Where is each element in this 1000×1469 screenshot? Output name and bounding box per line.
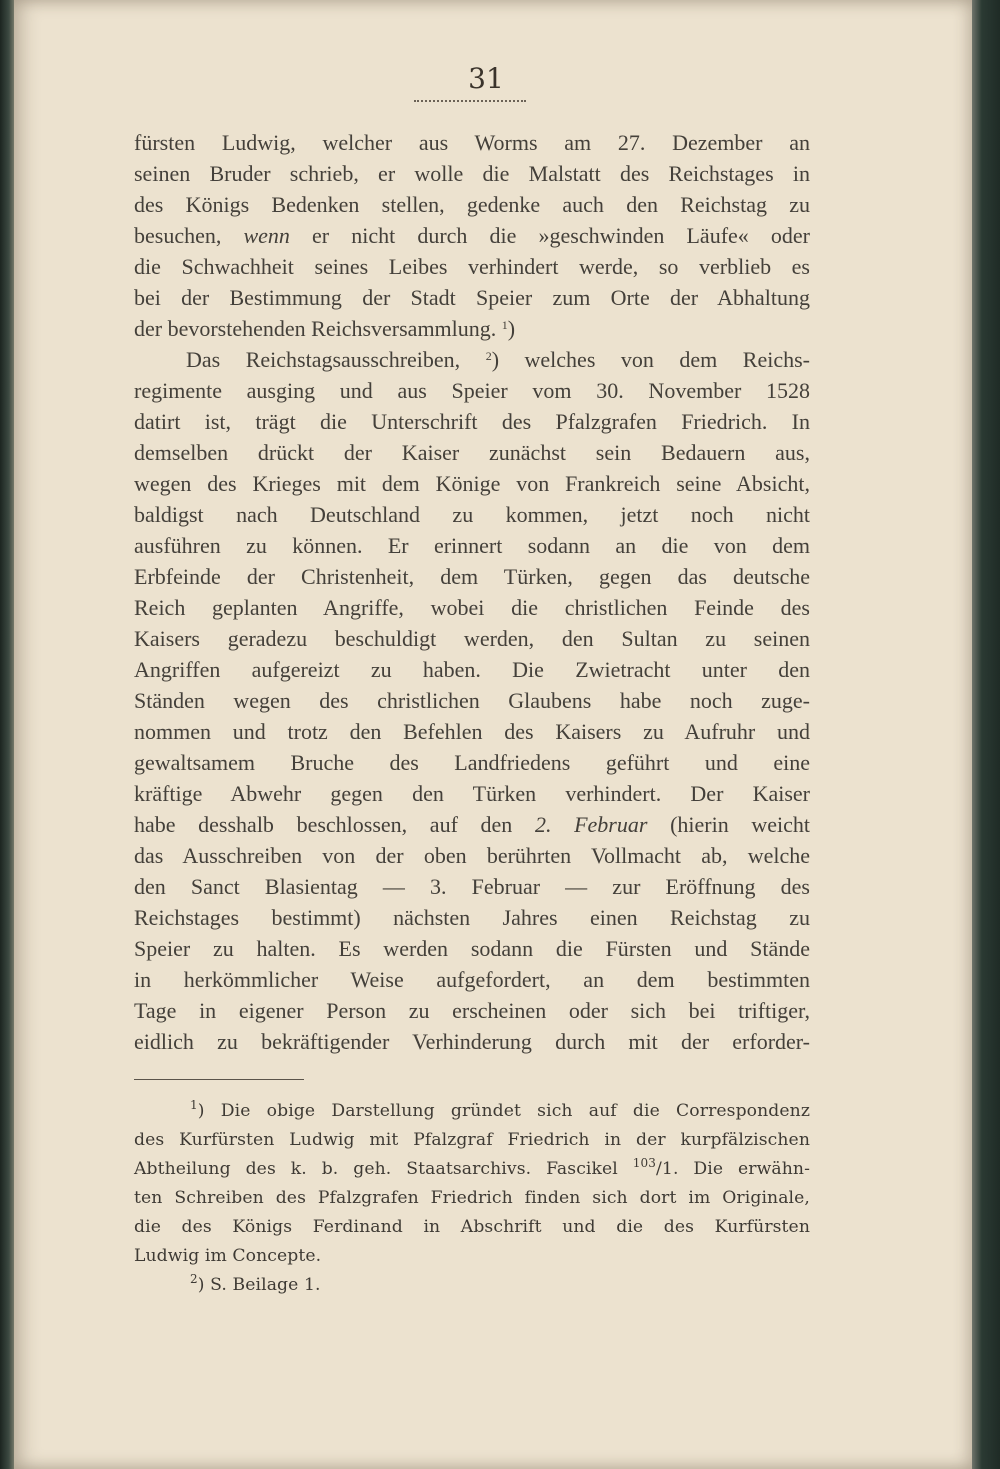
body-line: fürsten Ludwig, welcher aus Worms am 27. Dezember an — [134, 130, 810, 155]
footnote-divider — [134, 1079, 304, 1080]
body-line: gewaltsamem Bruche des Landfriedens geführt und eine — [134, 750, 810, 775]
body-line: kräftige Abwehr gegen den Türken verhindert. Der Kaiser — [134, 781, 810, 806]
italic-date: 2. Februar — [534, 812, 648, 837]
footnote-ref-2: 2 — [485, 349, 492, 363]
body-line: das Ausschreiben von der oben berührten Vollmacht ab, welche — [134, 843, 810, 868]
footnote-line: die des Königs Ferdinand in Abschrift und die des Kurfürsten — [134, 1217, 810, 1237]
body-text — [134, 127, 810, 1057]
body-line: in herkömmlicher Weise aufgefordert, an dem bestimmten — [134, 967, 810, 992]
footnote-line: $^2$) S. Beilage 1. — [190, 1272, 321, 1295]
footnote-line: des Kurfürsten Ludwig mit Pfalzgraf Friedrich in der kurpfälzischen — [134, 1130, 810, 1150]
body-line: Kaisers geradezu beschuldigt werden, den Sultan zu seinen — [134, 626, 810, 651]
body-line: Das Reichstagsausschreiben, $^2$) welches von dem Reichs- — [186, 347, 811, 372]
page-number-ornament — [414, 100, 526, 102]
book-cover-edge — [972, 0, 1000, 1469]
body-line: bei der Bestimmung der Stadt Speier zum Orte der Abhaltung — [134, 285, 810, 310]
body-line: datirt ist, trägt die Unterschrift des Pfalzgrafen Friedrich. In — [134, 409, 810, 434]
book-page — [14, 0, 972, 1469]
body-line: Speier zu halten. Es werden sodann die Fürsten und Stände — [134, 936, 810, 961]
fascikel-superscript: 103 — [632, 1156, 657, 1170]
body-line: die Schwachheit seines Leibes verhindert werde, so verblieb es — [134, 254, 810, 279]
body-line: Angriffen aufgereizt zu haben. Die Zwietracht unter den — [134, 657, 810, 682]
body-line: ausführen zu können. Er erinnert sodann an die von dem — [134, 533, 810, 558]
body-line: Reichstages bestimmt) nächsten Jahres einen Reichstag zu — [134, 905, 810, 930]
body-line: eidlich zu bekräftigender Verhinderung durch mit der erforder- — [134, 1029, 810, 1054]
body-line: seinen Bruder schrieb, er wolle die Malstatt des Reichstages in — [134, 161, 810, 186]
footnote-line: $^1$) Die obige Darstellung gründet sich auf die Correspondenz — [190, 1098, 810, 1121]
page-number: 31 — [468, 62, 504, 95]
body-line: Tage in eigener Person zu erscheinen oder sich bei triftiger, — [134, 998, 810, 1023]
body-line: baldigst nach Deutschland zu kommen, jetzt noch nicht — [134, 502, 810, 527]
footnote-line: Ludwig im Concepte. — [134, 1246, 322, 1266]
body-line: Ständen wegen des christlichen Glaubens habe noch zuge- — [134, 688, 810, 713]
footnotes — [134, 1097, 810, 1300]
body-line: nommen und trotz den Befehlen des Kaisers zu Aufruhr und — [134, 719, 810, 744]
italic-word: wenn — [243, 223, 290, 248]
footnote-mark-1: 1 — [190, 1098, 198, 1112]
body-line: habe desshalb beschlossen, auf den 2. Februar (hierin weicht — [134, 812, 810, 837]
body-line: Erbfeinde der Christenheit, dem Türken, gegen das deutsche — [134, 564, 810, 589]
footnote-ref-1: 1 — [501, 318, 508, 332]
body-line: Reich geplanten Angriffe, wobei die christlichen Feinde des — [134, 595, 810, 620]
body-line: den Sanct Blasientag — 3. Februar — zur Eröffnung des — [134, 874, 810, 899]
body-line: des Königs Bedenken stellen, gedenke auch den Reichstag zu — [134, 192, 810, 217]
footnote-line: Abtheilung des k. b. geh. Staatsarchivs. Fascikel $^{103}$/1. Die erwähn- — [134, 1156, 811, 1179]
body-line: besuchen, wenn er nicht durch die »geschwinden Läufe« oder — [134, 223, 810, 248]
body-line: der bevorstehenden Reichsversammlung. $^1$) — [134, 316, 516, 341]
body-line: wegen des Krieges mit dem Könige von Frankreich seine Absicht, — [134, 471, 810, 496]
footnote-mark-2: 2 — [190, 1272, 198, 1286]
footnote-line: ten Schreiben des Pfalzgrafen Friedrich finden sich dort im Originale, — [134, 1188, 810, 1208]
body-line: demselben drückt der Kaiser zunächst sein Bedauern aus, — [134, 440, 810, 465]
body-line: regimente ausging und aus Speier vom 30. November 1528 — [134, 378, 810, 403]
